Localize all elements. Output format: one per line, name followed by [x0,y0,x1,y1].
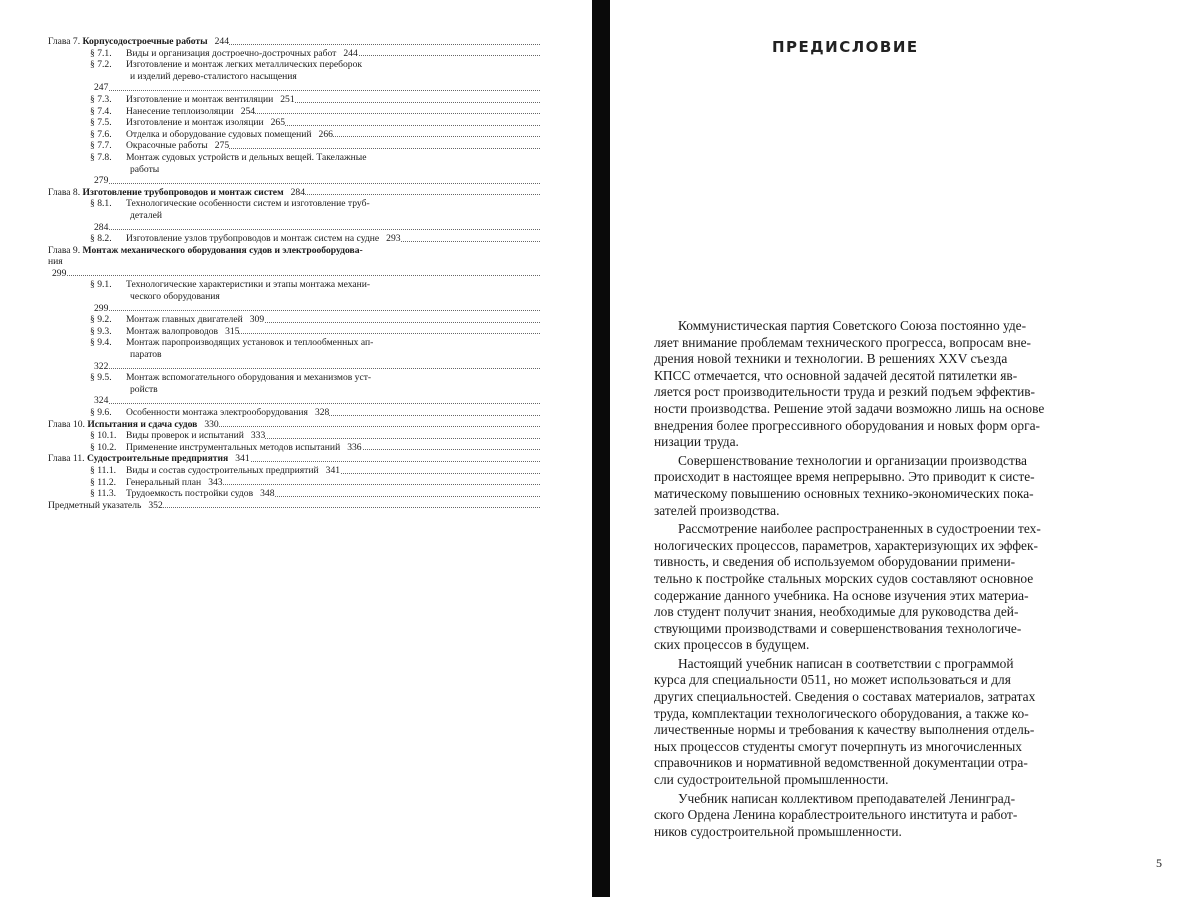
toc-page-number: 315 [221,326,239,337]
toc-section-entry [48,48,558,60]
toc-entry-title: Генеральный план [126,476,202,488]
toc-entry-line [90,291,558,314]
toc-entry-title: Технологические особенности систем и изготовление труб- [126,198,370,210]
text-line: ности производства. Решение этой задачи возможно лишь на основе [654,400,1045,416]
toc-section-entry [48,372,558,407]
toc-entry-line [90,233,558,245]
toc-section-entry [48,488,558,500]
toc-section-entry [48,477,558,489]
toc-entry-line [48,256,558,279]
toc-page-number: 265 [267,117,285,128]
text-line: происходит в настоящее время непрерывно. Это приводит к систе- [654,469,1035,485]
text-line: ляет внимание проблемам технического прогресса, вопросам вне- [654,334,1032,350]
toc-section-number: § 7.8. [90,151,112,163]
toc-chapter-entry [48,500,558,512]
toc-section-entry [48,326,558,338]
toc-section-number: § 7.7. [90,140,112,152]
toc-entry-line [90,59,558,71]
toc-entry-title: Корпусодостроечные работы [82,36,208,47]
toc-page-number: 284 [90,222,108,233]
toc-section-entry [48,337,558,372]
toc-entry-title: Технологические характеристики и этапы монтажа механи- [126,279,371,291]
toc-entry-title: Судостроительные предприятия [86,453,229,465]
toc-chapter-entry [48,245,558,280]
toc-section-number: § 9.2. [90,314,112,326]
toc-entry-line [90,372,558,384]
page-heading: ПРЕДИСЛОВИЕ [772,38,919,56]
toc-section-number: § 11.3. [90,488,117,500]
toc-entry-line [90,384,558,407]
text-line: личественные нормы и требования к качеству выполнения отдель- [654,722,1035,738]
toc-leader-dots [48,275,540,276]
text-line: ников судостроительной промышленности. [654,823,902,839]
toc-entry-title: и изделий дерево-сталистого насыщения [130,70,297,82]
toc-page-number: 352 [144,500,162,511]
toc-section-number: § 7.5. [90,117,112,129]
text-line: труда, комплектации технологического оборудования, а также ко- [654,705,1029,721]
toc-entry-line [90,430,558,442]
toc-entry-line [90,106,558,118]
toc-chapter-entry [48,419,558,431]
toc-chapter-entry [48,187,558,199]
toc-entry-line [90,477,558,489]
preface-paragraph [654,656,1159,789]
text-line: ских процессов в будущем. [654,637,810,653]
toc-entry-title: Испытания и сдача судов [87,418,198,430]
toc-entry-title: паратов [130,349,162,361]
toc-page-number: 336 [343,442,361,453]
toc-entry-title: ческого оборудования [130,291,220,303]
text-line: ского Ордена Ленина кораблестроительного института и работ- [654,807,1018,823]
toc-entry-line [90,407,558,419]
toc-entry-title: ния [48,256,63,268]
toc-page-number: 275 [211,140,229,151]
text-line: Рассмотрение наиболее распространенных в судостроении тех- [678,521,1041,537]
toc-entry-title: Изготовление и монтаж легких металлических переборок [126,59,363,71]
toc-page-number: 324 [90,395,108,406]
toc-entry-line [90,71,558,94]
text-line: ных процессов студенты смогут почерпнуть из многочисленных [654,738,1022,754]
toc-entry-line [90,94,558,106]
toc-entry-line [90,326,558,338]
toc-section-entry [48,442,558,454]
toc-entry-title: Монтаж валопроводов [126,325,219,337]
text-line: других специальностей. Сведения о составах материалов, затратах [654,689,1036,705]
toc-page-number: 244 [339,48,357,59]
toc-page-number: 244 [211,36,229,47]
toc-chapter-number: Глава 10. [48,418,88,430]
toc-page-number: 266 [315,129,333,140]
text-line: тивность, и сведения об используемом оборудовании примени- [654,554,1016,570]
toc-section-number: § 9.1. [90,279,112,291]
preface-paragraph [654,453,1159,519]
toc-entry-title: Трудоемкость постройки судов [126,488,254,500]
toc-entry-line [48,419,558,431]
toc-entry-line [90,117,558,129]
text-line: внедрения более прогрессивного оборудования и новых форм орга- [654,417,1040,433]
preface-paragraph [654,318,1159,451]
toc-entry-title: Изготовление и монтаж изоляции [126,117,264,129]
toc-entry-line [90,349,558,372]
text-line: матическому повышению основных технико-экономических пока- [654,485,1034,501]
toc-section-entry [48,430,558,442]
toc-section-number: § 8.2. [90,233,112,245]
toc-entry-title: Предметный указатель [48,499,142,511]
toc-entry-title: Окрасочные работы [126,140,208,152]
right-page [610,0,1200,897]
toc-entry-title: Монтаж судовых устройств и дельных вещей. Такелажные [126,151,367,163]
preface-paragraph [654,521,1159,654]
toc-section-number: § 7.4. [90,105,112,117]
toc-chapter-number: Глава 11. [48,453,87,465]
toc-entry-line [90,442,558,454]
toc-leader-dots [90,229,540,230]
toc-entry-line [90,164,558,187]
toc-entry-line [48,187,558,199]
toc-page-number: 251 [276,94,294,105]
toc-page-number: 279 [90,175,108,186]
toc-entry-title: Монтаж главных двигателей [126,314,243,326]
toc-entry-title: Изготовление трубопроводов и монтаж систем [82,186,284,198]
toc-section-number: § 9.3. [90,325,112,337]
toc-leader-dots [90,403,540,404]
toc-page-number: 254 [237,106,255,117]
text-line: Учебник написан коллективом преподавателей Ленинград- [678,790,1016,806]
toc-entry-title: Отделка и оборудование судовых помещений [126,128,312,140]
toc-section-entry [48,465,558,477]
toc-section-number: § 9.4. [90,337,112,349]
preface-body [654,318,1159,842]
toc-section-entry [48,407,558,419]
text-line: сли судостроительной промышленности. [654,772,889,788]
toc-section-number: § 9.5. [90,372,112,384]
toc-chapter-entry [48,453,558,465]
toc-entry-title: работы [130,163,160,175]
toc-section-entry [48,152,558,187]
toc-page-number: 341 [322,465,340,476]
toc-entry-line [48,245,558,257]
text-line: ствующими производствами и совершенствования технологиче- [654,620,1022,636]
toc-entry-line [48,36,558,48]
toc-entry-line [48,453,558,465]
toc-entry-line [90,210,558,233]
toc-entry-line [90,129,558,141]
toc-section-number: § 9.6. [90,407,112,418]
toc-entry-line [90,314,558,326]
toc-chapter-number: Глава 8. [48,186,83,198]
toc-page-number: 293 [382,233,400,244]
toc-leader-dots [90,183,540,184]
toc-section-number: § 8.1. [90,198,112,210]
text-line: лов студент получит знания, необходимые для руководства дей- [654,604,1019,620]
text-line: зателей производства. [654,502,780,518]
toc-entry-title: Виды и состав судостроительных предприятий [126,464,319,476]
toc-page-number: 309 [246,314,264,325]
toc-section-number: § 11.1. [90,464,117,476]
toc-page-number: 333 [247,430,265,441]
toc-entry-title: Виды и организация достроечно-дострочных работ [126,47,337,59]
toc-leader-dots [90,310,540,311]
toc-page-number: 330 [200,419,218,430]
toc-section-number: § 11.2. [90,476,117,488]
toc-entry-line [90,48,558,60]
toc-entry-title: Монтаж паропроизводящих установок и теплообменных ап- [126,337,374,349]
toc-chapter-entry [48,36,558,48]
toc-section-number: § 10.2. [90,441,117,453]
text-line: ляется рост производительности труда и резкий подъем эффектив- [654,384,1036,400]
toc-chapter-number: Глава 7. [48,36,83,47]
toc-section-entry [48,59,558,94]
toc-section-entry [48,198,558,233]
text-line: КПСС отмечается, что основной задачей десятой пятилетки яв- [654,367,1018,383]
toc-entry-title: Применение инструментальных методов испытаний [126,441,341,453]
text-line: курса для специальности 0511, но может использоваться и для [654,672,1011,688]
toc-section-number: § 7.2. [90,59,112,71]
toc-section-entry [48,106,558,118]
toc-entry-title: Монтаж механического оборудования судов и электрооборудова- [82,244,363,256]
left-page [0,0,592,897]
text-line: Настоящий учебник написан в соответствии с программой [678,655,1014,671]
toc-entry-line [90,488,558,500]
toc-page-number: 322 [90,361,108,372]
toc-section-entry [48,94,558,106]
table-of-contents [48,36,558,511]
toc-page-number: 328 [311,407,329,418]
toc-section-number: § 7.1. [90,47,112,59]
toc-section-number: § 7.3. [90,93,112,105]
text-line: дрения новой техники и технологии. В решениях XXV съезда [654,351,1008,367]
toc-page-number: 348 [256,488,274,499]
preface-paragraph [654,791,1159,841]
toc-page-number: 284 [287,187,305,198]
toc-section-entry [48,233,558,245]
toc-section-number: § 10.1. [90,430,117,442]
text-line: содержание данного учебника. На основе изучения этих материа- [654,587,1029,603]
toc-entry-title: Изготовление и монтаж вентиляции [126,93,274,105]
toc-page-number: 247 [90,82,108,93]
toc-entry-title: Монтаж вспомогательного оборудования и механизмов уст- [126,372,372,384]
toc-page-number: 343 [204,477,222,488]
toc-page-number: 299 [90,303,108,314]
toc-section-entry [48,279,558,314]
toc-leader-dots [90,368,540,369]
text-line: справочников и нормативной ведомственной документации отра- [654,755,1028,771]
toc-page-number: 299 [48,268,66,279]
toc-leader-dots [90,90,540,91]
text-line: Коммунистическая партия Советского Союза постоянно уде- [678,318,1027,333]
toc-entry-line [90,198,558,210]
toc-entry-title: Нанесение теплоизоляции [126,105,234,117]
toc-section-entry [48,117,558,129]
text-line: Совершенствование технологии и организации производства [678,452,1027,468]
toc-chapter-number: Глава 9. [48,244,83,256]
toc-section-number: § 7.6. [90,128,112,140]
toc-entry-title: Изготовление узлов трубопроводов и монтаж систем на судне [126,233,380,245]
toc-entry-line [48,500,558,512]
book-spine-gutter [592,0,610,897]
toc-entry-line [90,465,558,477]
toc-entry-line [90,279,558,291]
toc-page-number: 341 [231,453,249,464]
toc-section-entry [48,129,558,141]
text-line: низации труда. [654,434,739,450]
toc-entry-line [90,140,558,152]
toc-entry-line [90,152,558,164]
text-line: нологических процессов, параметров, характеризующих их эффек- [654,537,1038,553]
toc-entry-title: деталей [130,209,162,221]
toc-entry-line [90,337,558,349]
toc-section-entry [48,314,558,326]
page-number: 5 [1156,856,1162,870]
toc-entry-title: ройств [130,383,158,395]
toc-entry-title: Особенности монтажа электрооборудования [126,407,308,418]
text-line: тельно к постройке стальных морских судов составляют основное [654,570,1034,586]
toc-section-entry [48,140,558,152]
toc-entry-title: Виды проверок и испытаний [126,430,244,442]
